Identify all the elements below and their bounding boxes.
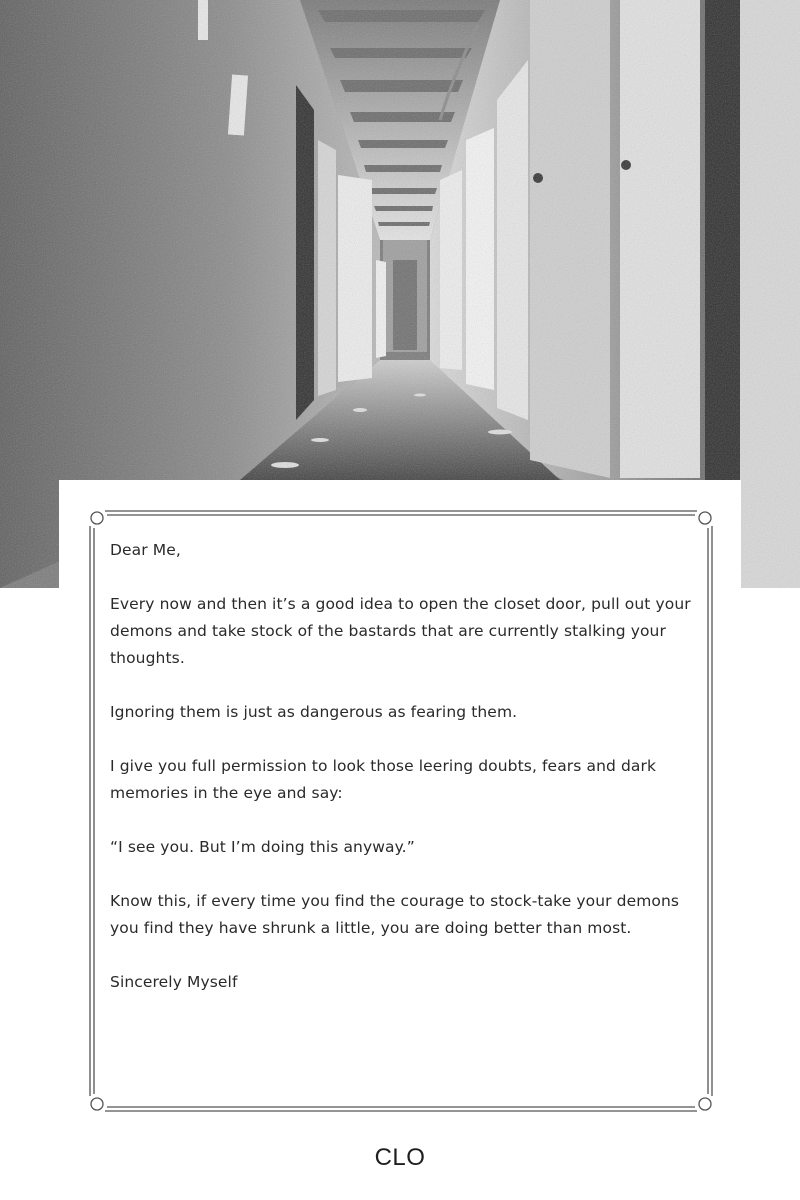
letter-greeting: Dear Me, [110,541,181,559]
letter-paragraph: Know this, if every time you find the courage to stock-take your demons you find they have shrunk a little, you are doing better than most. [110,892,680,937]
brand-name: CLO [374,1144,426,1171]
letter-paragraph: Ignoring them is just as dangerous as fearing them. [110,703,518,721]
letter-paragraph: “I see you. But I’m doing this anyway.” [110,838,415,856]
letter-signoff: Sincerely Myself [110,973,238,991]
letter-paragraph: Every now and then it’s a good idea to open the closet door, pull out your demons and take stock of the bastards that are currently stalking your thoughts. [110,595,691,667]
letter-body [110,537,700,1023]
letter-paragraph: I give you full permission to look those leering doubts, fears and dark memories in the eye and say: [110,757,657,802]
